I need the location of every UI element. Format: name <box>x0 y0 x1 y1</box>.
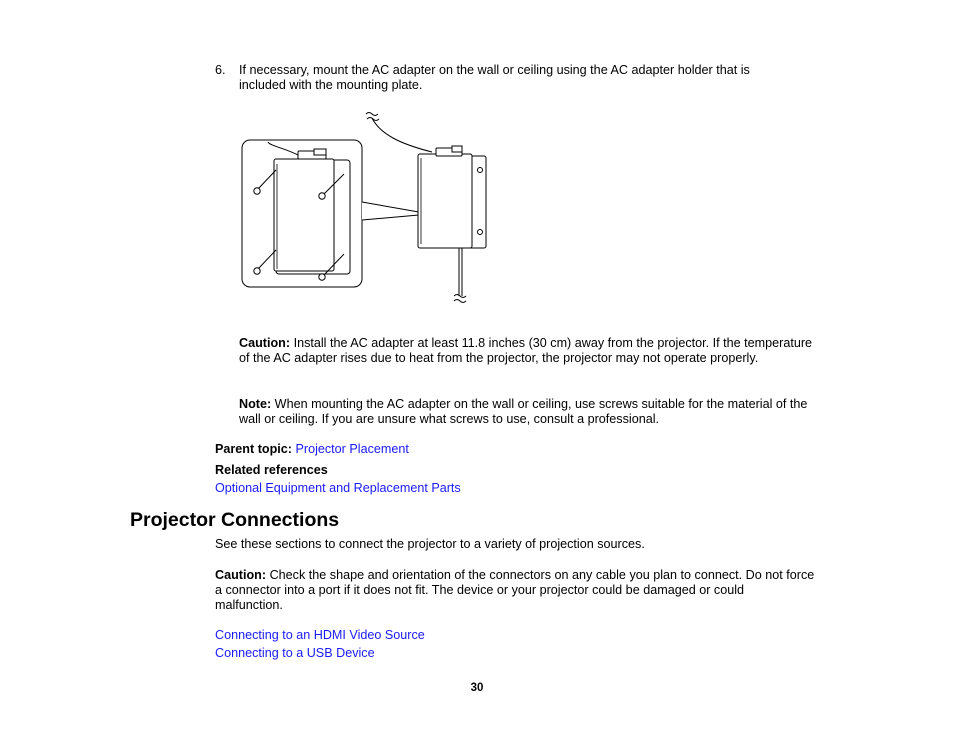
note-screws <box>239 397 819 427</box>
parent-topic <box>215 442 409 457</box>
related-reference-link[interactable]: Optional Equipment and Replacement Parts <box>215 481 461 495</box>
ac-adapter <box>418 154 472 248</box>
related-references-heading: Related references <box>215 463 328 477</box>
ac-adapter-mounting-illustration <box>240 104 500 306</box>
caution-text: Check the shape and orientation of the connectors on any cable you plan to connect. Do not force a connector into a port if it does not fit. The device or your projector could be damaged or could malfunction. <box>215 568 815 612</box>
power-cable-top <box>372 118 432 152</box>
hdmi-connection-link[interactable]: Connecting to an HDMI Video Source <box>215 628 425 642</box>
caution-label: Caution: <box>239 336 291 350</box>
usb-connection-link[interactable]: Connecting to a USB Device <box>215 646 375 660</box>
note-label: Note: <box>239 397 272 411</box>
page-number: 30 <box>470 682 484 694</box>
inset-adapter-body <box>274 159 334 271</box>
parent-topic-label: Parent topic: <box>215 442 292 456</box>
section-title: Projector Connections <box>130 509 340 531</box>
parent-topic-link[interactable]: Projector Placement <box>295 442 409 456</box>
caution-label: Caution: <box>215 568 267 582</box>
section-intro: See these sections to connect the projector to a variety of projection sources. <box>215 537 645 551</box>
step-text: If necessary, mount the AC adapter on the wall or ceiling using the AC adapter holder that is included with the mounting plate. <box>239 63 750 92</box>
step-number: 6. <box>215 63 226 77</box>
note-text: When mounting the AC adapter on the wall or ceiling, use screws suitable for the material of the wall or ceiling. If you are unsure what screws to use, consult a professional. <box>239 397 808 426</box>
caution-note-placement <box>239 336 819 366</box>
caution-note-connectors <box>215 568 815 613</box>
caution-text: Install the AC adapter at least 11.8 inches (30 cm) away from the projector. If the temperature of the AC adapter rises due to heat from the projector, the projector may not operate properly. <box>239 336 813 365</box>
